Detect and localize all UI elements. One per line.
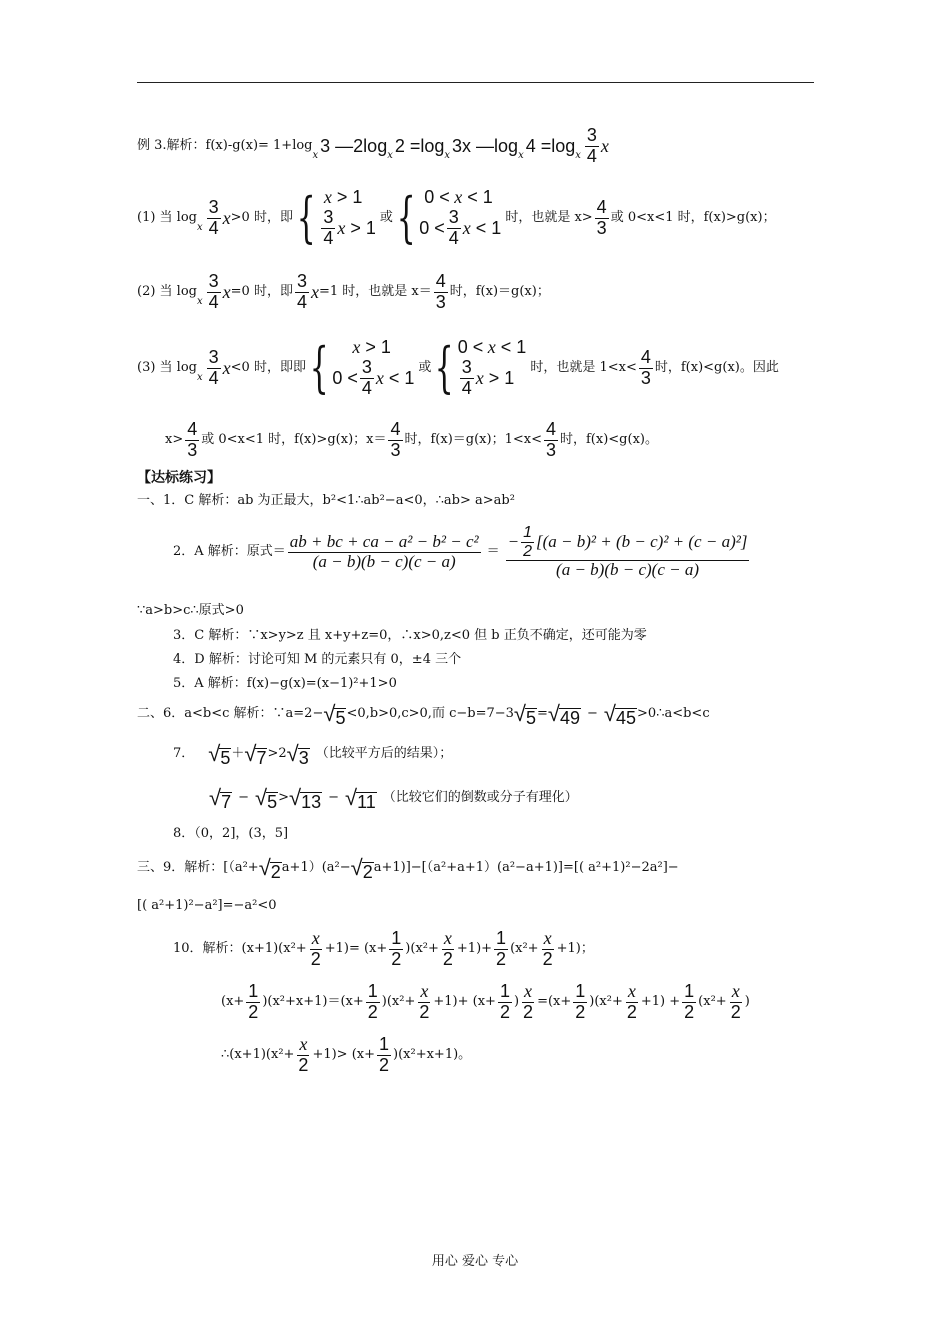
text: (2) 当 log: [137, 283, 197, 299]
text: 7．: [173, 745, 195, 761]
text: +1) +: [640, 993, 681, 1009]
text: ): [744, 993, 750, 1009]
text: 时，也就是 x>: [505, 209, 593, 225]
text: ∴(x+1)(x²+: [221, 1046, 295, 1062]
text: ＋: [231, 745, 245, 761]
text: 二、6．a<b<c 解析：∵a=2−: [137, 705, 324, 721]
conclusion-line: x> $\frac{4}{3}$ 或 0<x<1 时，f(x)>g(x)；x＝ $\frac{4}{3}$ 时，f(x)＝g(x)；1<x< $\frac{4}{3}$ 时，f(x)<g(x)。: [165, 418, 658, 460]
text: 或: [418, 359, 432, 375]
text: 或: [379, 209, 393, 225]
question-2: [137, 512, 817, 592]
question-10a: 10．解析：(x+1)(x²+ $\frac{x}{2}$ +1)= (x+ $\frac{1}{2}$ )(x²+ $\frac{x}{2}$ +1)+ $\frac{1}{2}$ (x²+ $\frac{x}{2}$ +1)；: [173, 927, 594, 969]
header-rule: [137, 82, 814, 83]
text: 2 =log: [394, 135, 445, 156]
text: 时，f(x)＝g(x)；1<x<: [404, 431, 542, 447]
question-10b: (x+ $\frac{1}{2}$ )(x²+x+1)＝(x+ $\frac{1}{2}$ )(x²+ $\frac{x}{2}$ +1)+ (x+ $\frac{1}{2}$ ) $\frac{x}{2}$ =(x+ $\frac{1}{2}$ )(x²+ $\frac{x}{2}$ +1) + $\frac{1}{2}$ (x²+ $\frac{x}{2}$ ): [221, 980, 750, 1022]
text: a+1）(a²−: [281, 859, 351, 875]
text: a+1)]−[（a²+a+1）(a²−a+1)]=[( a²+1)²−2a²]−: [373, 859, 679, 875]
text: ): [513, 993, 520, 1009]
text: <0 时，即即: [230, 359, 306, 375]
practice-header: 【达标练习】: [137, 470, 221, 487]
text: (x²+: [510, 940, 539, 956]
fraction-big-2: − $\frac{1}{2}$ [(a − b)² + (b − c)² + (c − a)²] (a − b)(b − c)(c − a): [507, 524, 748, 580]
text: （比较它们的倒数或分子有理化）: [382, 789, 578, 805]
question-2b: ∵a>b>c∴原式>0: [137, 602, 244, 618]
denominator: (a − b)(b − c)(c − a): [312, 551, 456, 571]
text: +1)= (x+: [324, 940, 388, 956]
fraction-3-4: $\frac{3}{4}$: [208, 196, 219, 238]
case-2-line: (2) 当 log x $\frac{3}{4}$ x =0 时，即 $\frac{3}{4}$ x =1 时，也就是 x＝ $\frac{4}{3}$ 时，f(x)＝g(x)；: [137, 270, 550, 312]
text: 4 =log: [525, 135, 576, 156]
text: +1)；: [556, 940, 594, 956]
text: 10．解析：(x+1)(x²+: [173, 940, 307, 956]
text: <0,b>0,c>0,而 c−b=7−3: [346, 705, 514, 721]
text: 3 —2log: [320, 135, 388, 156]
text: （比较平方后的结果）；: [315, 745, 453, 761]
text: =(x+: [537, 993, 572, 1009]
text: +1)> (x+: [312, 1046, 375, 1062]
text: (x+: [221, 993, 245, 1009]
text: )(x²+: [405, 940, 439, 956]
text: 时，f(x)<g(x)。因此: [654, 359, 779, 375]
case-3-line: (3) 当 log x $\frac{3}{4}$ x <0 时，即即 { x > 1 0 < $\frac{3}{4}$ x < 1 或 { 0 < x < 1 $\frac{3}{4}$ x > 1 时，也就是 1<x< $\frac{4}{3}$ 时，f(x)<g(x)。因此: [137, 336, 779, 400]
text: )(x²+: [381, 993, 416, 1009]
text: +1)+ (x+: [433, 993, 496, 1009]
text: (x²+: [698, 993, 727, 1009]
text: (3) 当 log: [137, 359, 197, 375]
text: ＝: [486, 543, 500, 559]
system-3a: x > 1 0 < $\frac{3}{4}$ x < 1: [332, 337, 415, 398]
text: −: [238, 789, 249, 805]
text: 时，f(x)<g(x)。: [560, 431, 658, 447]
text: 时，也就是 1<x<: [530, 359, 637, 375]
text: >2: [267, 745, 287, 761]
question-5: 5．A 解析：f(x)−g(x)=(x−1)²+1>0: [173, 675, 397, 691]
text: −: [587, 705, 598, 721]
text: 例 3.解析：f(x)-g(x)= 1+log: [137, 137, 313, 153]
question-6: 二、6．a<b<c 解析：∵a=2− √ 5 <0,b>0,c>0,而 c−b=7−3 √ 5 = √ 49 − √ 45 >0∴a<b<c: [137, 701, 710, 728]
text: 3x —log: [452, 135, 519, 156]
text: )(x²+x+1)＝(x+: [262, 993, 364, 1009]
question-8: 8．（0，2]，(3，5]: [173, 825, 289, 841]
question-7b: √ 7 − √ 5 > √ 13 − √ 11 （比较它们的倒数或分子有理化）: [209, 785, 578, 812]
text: 或 0<x<1 时，f(x)>g(x)；: [610, 209, 776, 225]
case-1-line: (1) 当 log x $\frac{3}{4}$ x >0 时，即 { x > 1 $\frac{3}{4}$ x > 1 或 { 0 < x < 1 0 < $\frac{3}{4}$ x < 1 时，也就是 x> $\frac{4}{3}$ 或 0<x<1 时，f(x)>g(x)；: [137, 186, 776, 250]
text: (1) 当 log: [137, 209, 197, 225]
system-1b: 0 < x < 1 0 < $\frac{3}{4}$ x < 1: [419, 187, 502, 248]
var-x: x: [600, 135, 609, 156]
fraction-3-4: $\frac{3}{4}$: [586, 124, 597, 166]
question-7a: 7． √ 5 ＋ √ 7 >2 √ 3 （比较平方后的结果）；: [173, 741, 453, 768]
question-1: 一、1．C 解析：ab 为正最大，b²<1∴ab²−a<0，∴ab> a>ab²: [137, 492, 515, 508]
question-3: 3．C 解析：∵x>y>z 且 x+y+z=0，∴x>0,z<0 但 b 正负不确定，还可能为零: [173, 627, 647, 643]
text: )(x²+x+1)。: [393, 1046, 472, 1062]
denominator: (a − b)(b − c)(c − a): [556, 560, 700, 580]
document-body: [137, 120, 817, 1080]
text: >0 时，即: [230, 209, 293, 225]
example-3-line: 例 3.解析：f(x)-g(x)= 1+log x 3 —2log x 2 =log x 3x —log x 4 =log x $\frac{3}{4}$ x: [137, 124, 609, 166]
text: >0∴a<b<c: [637, 705, 710, 721]
fraction-big: [288, 533, 481, 571]
text: 三、9．解析：[（a²+: [137, 859, 259, 875]
text: =: [537, 705, 548, 721]
numerator: [(a − b)² + (b − c)² + (c − a)²]: [536, 531, 748, 551]
text: x>: [165, 431, 184, 447]
system-3b: 0 < x < 1 $\frac{3}{4}$ x > 1: [457, 337, 527, 398]
text: −: [328, 789, 340, 805]
question-9b: [( a²+1)²−a²]=−a²<0: [137, 897, 277, 913]
system-1a: x > 1 $\frac{3}{4}$ x > 1: [319, 187, 376, 248]
text: )(x²+: [589, 993, 623, 1009]
text: 时，f(x)＝g(x)；: [449, 283, 550, 299]
text: 2．A 解析：原式＝: [173, 543, 286, 559]
text: =0 时，即: [230, 283, 293, 299]
text: 或 0<x<1 时，f(x)>g(x)；x＝: [201, 431, 387, 447]
question-9: 三、9．解析：[（a²+ √ 2 a+1）(a²− √ 2 a+1)]−[（a²+a+1）(a²−a+1)]=[( a²+1)²−2a²]−: [137, 855, 679, 882]
text: >: [278, 789, 289, 805]
text: +1)+: [456, 940, 493, 956]
text: =1 时，也就是 x＝: [318, 283, 432, 299]
numerator: ab + bc + ca − a² − b² − c²: [289, 531, 479, 551]
question-4: 4．D 解析：讨论可知 M 的元素只有 0，±4 三个: [173, 651, 462, 667]
page-footer: 用心 爱心 专心: [431, 1254, 519, 1269]
question-10c: ∴(x+1)(x²+ $\frac{x}{2}$ +1)> (x+ $\frac{1}{2}$ )(x²+x+1)。: [221, 1033, 472, 1075]
